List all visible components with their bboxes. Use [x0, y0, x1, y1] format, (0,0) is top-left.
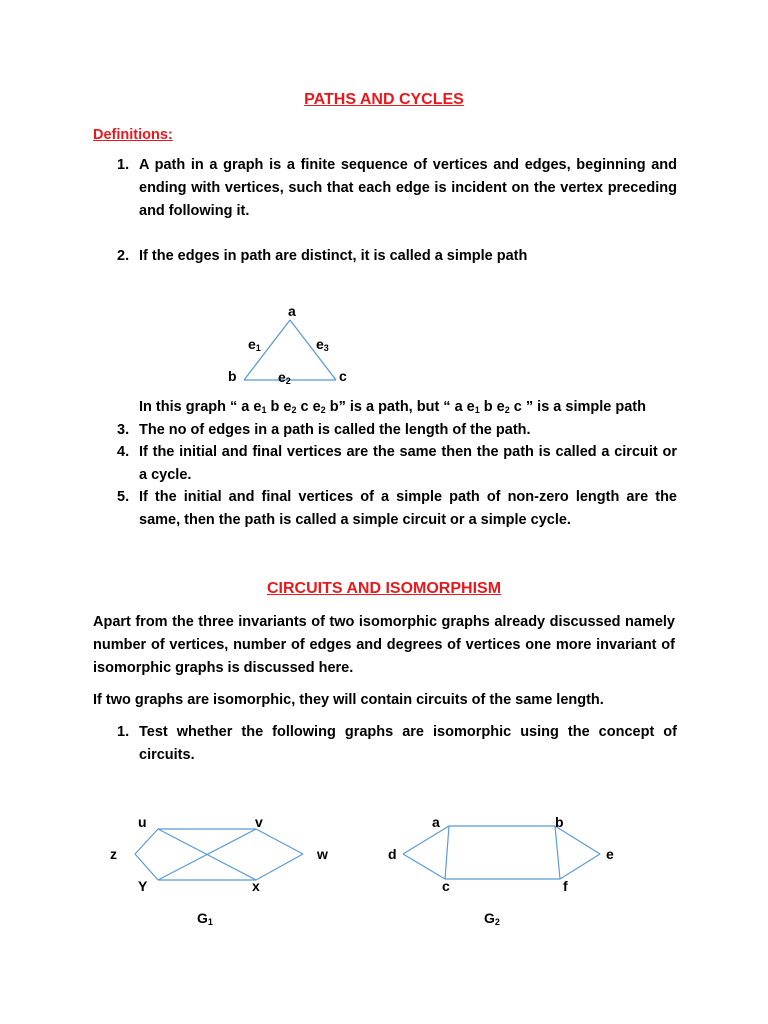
list-text: If the initial and final vertices of a simple path of non-zero length are the same, then the path is called a simple circuit or a simple cycle.: [139, 489, 677, 528]
list-number: 5.: [117, 489, 130, 505]
edge-label-e3: $e_3$: [316, 336, 329, 353]
g1-vertex-x: x: [252, 878, 260, 894]
g1-vertex-z: z: [110, 846, 117, 862]
paragraph-circuits: If two graphs are isomorphic, they will contain circuits of the same length.: [93, 692, 604, 708]
page-title: PATHS AND CYCLES: [304, 91, 464, 108]
g1-vertex-y: Y: [138, 878, 148, 894]
list-text: If the initial and final vertices are the same then the path is called a circuit or a cycle.: [139, 444, 677, 483]
g2-vertex-b: b: [555, 814, 564, 830]
g2-vertex-e: e: [606, 846, 614, 862]
vertex-label-b: b: [228, 368, 237, 384]
g1-vertex-w: w: [317, 846, 328, 862]
g2-vertex-c: c: [442, 878, 450, 894]
list-number: 3.: [117, 422, 130, 438]
g2-vertex-d: d: [388, 846, 397, 862]
list-text: If the edges in path are distinct, it is called a simple path: [139, 248, 528, 264]
section-title: CIRCUITS AND ISOMORPHISM: [266, 580, 502, 597]
list-number: 4.: [117, 444, 130, 460]
g2-caption: $G_2$: [484, 910, 500, 927]
list-number: 1.: [117, 724, 130, 740]
example-note: In this graph “ a $e_1$ b $e_2$ c $e_2$ b” is a path, but “ a $e_1$ b $e_2$ c ” is a simple path: [139, 399, 646, 415]
paragraph-invariants: Apart from the three invariants of two isomorphic graphs already discussed namely number of vertices, number of edges and degrees of vertices one more invariant of isomorphic graphs is discussed here.: [93, 614, 675, 676]
list-number: 2.: [117, 248, 130, 264]
list-number: 1.: [117, 157, 130, 173]
list-text: Test whether the following graphs are isomorphic using the concept of circuits.: [139, 724, 677, 763]
g2-vertex-a: a: [432, 814, 440, 830]
list-text: A path in a graph is a finite sequence of vertices and edges, beginning and ending with vertices, such that each edge is incident on the vertex preceding and following it.: [139, 157, 677, 219]
vertex-label-a: a: [288, 303, 296, 319]
g2-vertex-f: f: [563, 878, 568, 894]
list-text: The no of edges in a path is called the length of the path.: [139, 422, 531, 438]
edge-label-e2: $e_2$: [278, 369, 291, 386]
definitions-label: Definitions:: [93, 127, 173, 143]
g1-caption: $G_1$: [197, 910, 213, 927]
g1-vertex-u: u: [138, 814, 147, 830]
edge-label-e1: $e_1$: [248, 336, 261, 353]
vertex-label-c: c: [339, 368, 347, 384]
g1-vertex-v: v: [255, 814, 263, 830]
